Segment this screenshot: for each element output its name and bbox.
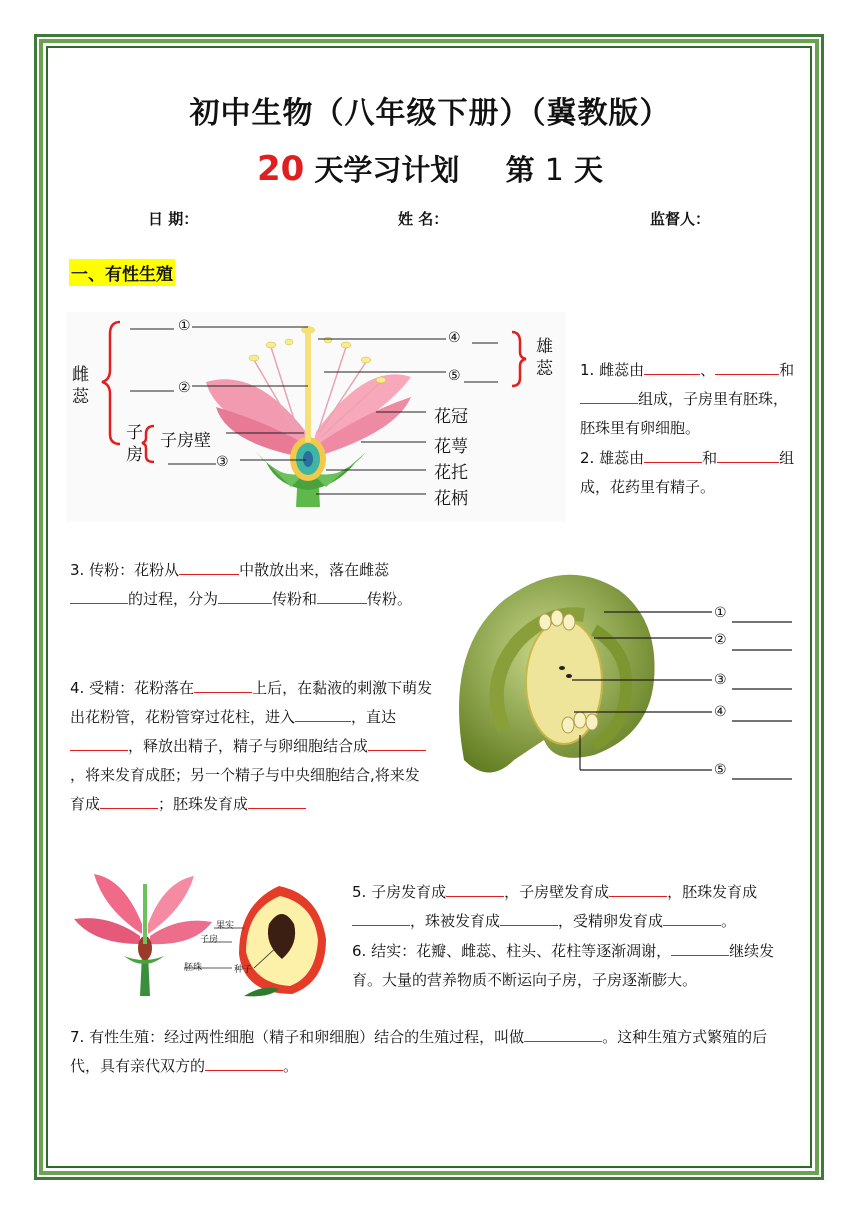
ovule-illustration xyxy=(444,560,804,792)
blank xyxy=(715,360,779,375)
marker-1: ① xyxy=(178,318,191,334)
ovule-marker-1: ① xyxy=(714,605,727,621)
day-suffix: 天 xyxy=(573,153,603,187)
marker-3: ③ xyxy=(216,454,229,470)
blank xyxy=(194,678,252,693)
seed-label: 种子 xyxy=(234,965,253,975)
ovule-small-label: 胚珠 xyxy=(184,963,203,973)
blank xyxy=(70,589,128,604)
fruit-label: 果实 xyxy=(216,921,235,931)
fruit-illustration xyxy=(64,864,334,998)
ovary-label: 子房 xyxy=(126,423,143,465)
supervisor-label: 监督人： xyxy=(650,210,711,228)
date-label: 日 期： xyxy=(148,210,199,228)
day-number: 1 xyxy=(544,153,564,188)
ovule-marker-3: ③ xyxy=(714,672,727,688)
question-1: 1. 雌蕊由 、 和组成，子房里有胚珠，胚珠里有卵细胞。 xyxy=(580,361,795,437)
blank xyxy=(317,589,367,604)
blank xyxy=(524,1027,602,1042)
plan-number: 20 xyxy=(256,149,305,189)
blank xyxy=(446,882,504,897)
ovule-marker-5: ⑤ xyxy=(714,762,727,778)
blank xyxy=(580,389,638,404)
flower-structure-diagram xyxy=(66,312,566,522)
plan-subtitle xyxy=(0,148,860,189)
blank xyxy=(663,911,721,926)
ovary-wall-label: 子房壁 xyxy=(160,431,211,451)
blank xyxy=(205,1056,283,1071)
blank xyxy=(70,736,128,751)
stamen-label: 雄蕊 xyxy=(536,337,553,379)
blank xyxy=(671,941,729,956)
blank xyxy=(352,911,410,926)
marker-4: ④ xyxy=(448,330,461,346)
plan-text: 天学习计划 xyxy=(314,153,460,187)
receptacle-label: 花托 xyxy=(434,463,468,483)
marker-5: ⑤ xyxy=(448,368,461,384)
question-3: 3. 传粉：花粉从 中散放出来，落在雌蕊的过程，分为 传粉和 传粉。 xyxy=(70,561,413,608)
flower-illustration xyxy=(66,312,566,522)
corolla-label: 花冠 xyxy=(434,407,468,427)
day-prefix: 第 xyxy=(505,153,535,187)
blank xyxy=(500,911,558,926)
blank xyxy=(100,794,158,809)
question-4: 4. 受精：花粉落在 上后，在黏液的刺激下萌发出花粉管，花粉管穿过花柱，进入 ，直达，释放出精子，精子与卵细胞结合成，将来发育成胚；另一个精子与中央细胞结合,将来发育成 ；胚珠发育成 xyxy=(70,679,433,813)
fruit-development-diagram xyxy=(64,864,334,998)
blank xyxy=(218,589,272,604)
name-label: 姓 名： xyxy=(398,210,449,228)
blank xyxy=(644,448,702,463)
question-2: 2. 雄蕊由 和 组成，花药里有精子。 xyxy=(580,449,795,496)
marker-2: ② xyxy=(178,380,191,396)
pistil-label: 雌蕊 xyxy=(72,365,89,407)
ovule-marker-2: ② xyxy=(714,632,727,648)
question-5: 5. 子房发育成 ，子房壁发育成 ，胚珠发育成，珠被发育成 ，受精卵发育成 。 xyxy=(352,883,758,930)
blank xyxy=(609,882,667,897)
blank xyxy=(368,736,426,751)
blank xyxy=(644,360,700,375)
ovule-diagram xyxy=(444,560,804,792)
page-title: 初中生物（八年级下册）（冀教版） xyxy=(189,96,671,131)
blank xyxy=(248,794,306,809)
ovule-marker-4: ④ xyxy=(714,704,727,720)
section-heading: 一、有性生殖 xyxy=(69,259,175,286)
calyx-label: 花萼 xyxy=(434,437,468,457)
question-7: 7. 有性生殖：经过两性细胞（精子和卵细胞）结合的生殖过程，叫做 。这种生殖方式繁殖的后代，具有亲代双方的 。 xyxy=(70,1028,768,1075)
blank xyxy=(179,560,239,575)
ovary-small-label: 子房 xyxy=(200,935,219,945)
question-6: 6. 结实：花瓣、雌蕊、柱头、花柱等逐渐凋谢， 继续发育。大量的营养物质不断运向子房，子房逐渐膨大。 xyxy=(352,942,775,989)
blank xyxy=(717,448,779,463)
pedicel-label: 花柄 xyxy=(434,489,468,509)
blank xyxy=(295,707,351,722)
